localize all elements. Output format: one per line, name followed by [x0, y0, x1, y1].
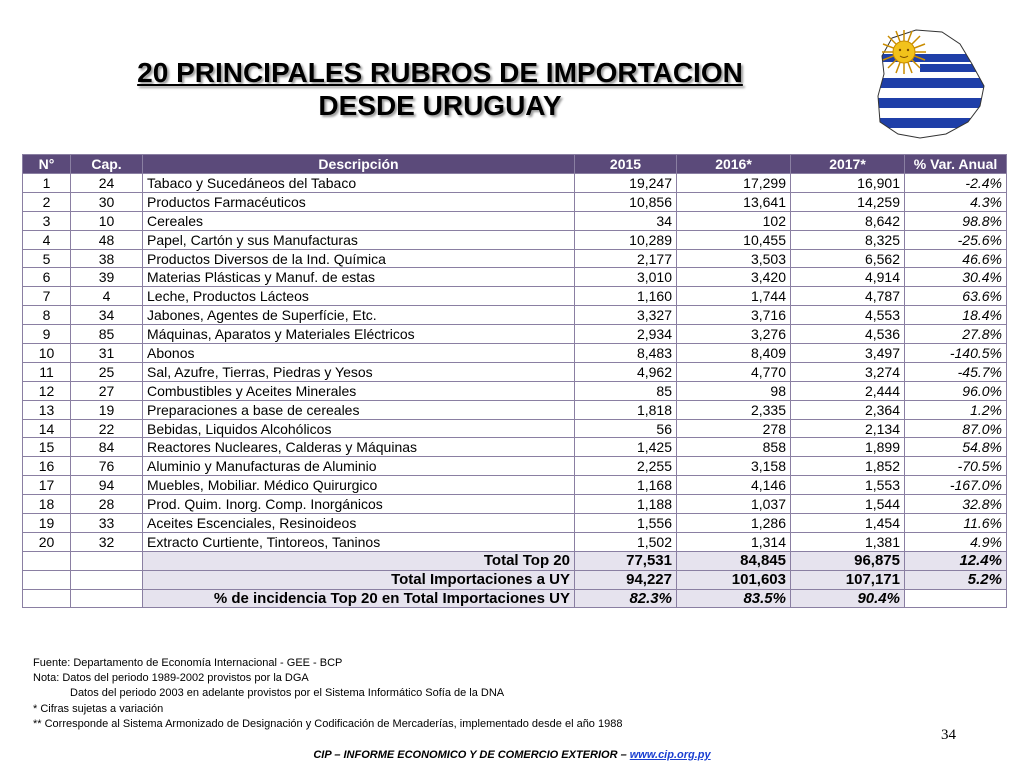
cell-2016: 2,335 [677, 400, 791, 419]
cell-number: 11 [23, 362, 71, 381]
header-annual-variation: % Var. Anual [905, 155, 1007, 174]
table-row [23, 268, 1007, 287]
cell-number: 10 [23, 344, 71, 363]
cell-2017: 1,553 [791, 476, 905, 495]
cell-2015: 1,160 [575, 287, 677, 306]
cell-2016: 4,146 [677, 476, 791, 495]
cell-chapter: 27 [71, 381, 143, 400]
cell-2015: 3,327 [575, 306, 677, 325]
cell-2015: 1,818 [575, 400, 677, 419]
total-top20-row [23, 551, 1007, 570]
table-row [23, 532, 1007, 551]
table-row [23, 192, 1007, 211]
cell-2015: 34 [575, 211, 677, 230]
cell-2015: 1,556 [575, 514, 677, 533]
cell-description: Sal, Azufre, Tierras, Piedras y Yesos [143, 362, 575, 381]
table-row [23, 174, 1007, 193]
page-title: 20 PRINCIPALES RUBROS DE IMPORTACION [137, 57, 743, 88]
cell-description: Leche, Productos Lácteos [143, 287, 575, 306]
cell-2015: 10,289 [575, 230, 677, 249]
blank-cell [23, 589, 71, 608]
cell-variation: 4.3% [905, 192, 1007, 211]
page-number: 34 [941, 727, 956, 743]
cell-2017: 1,544 [791, 495, 905, 514]
cell-2016: 98 [677, 381, 791, 400]
cell-2017: 3,274 [791, 362, 905, 381]
cell-2015: 1,168 [575, 476, 677, 495]
cell-2016: 1,037 [677, 495, 791, 514]
cell-2016: 8,409 [677, 344, 791, 363]
note-variation: * Cifras sujetas a variación [33, 702, 164, 715]
cell-variation: 4.9% [905, 532, 1007, 551]
cell-2016: 3,276 [677, 325, 791, 344]
cell-2015: 3,010 [575, 268, 677, 287]
blank-cell [71, 551, 143, 570]
cell-chapter: 32 [71, 532, 143, 551]
cell-2017: 3,497 [791, 344, 905, 363]
cell-variation: -167.0% [905, 476, 1007, 495]
table-row [23, 381, 1007, 400]
cell-chapter: 94 [71, 476, 143, 495]
incidence-2015: 82.3% [575, 589, 677, 608]
cell-2017: 6,562 [791, 249, 905, 268]
cell-variation: -45.7% [905, 362, 1007, 381]
cell-variation: 46.6% [905, 249, 1007, 268]
cell-2015: 19,247 [575, 174, 677, 193]
cell-variation: 96.0% [905, 381, 1007, 400]
cell-description: Aluminio y Manufacturas de Aluminio [143, 457, 575, 476]
table-header-row [23, 155, 1007, 174]
cell-2015: 1,188 [575, 495, 677, 514]
cell-variation: 63.6% [905, 287, 1007, 306]
cell-variation: 11.6% [905, 514, 1007, 533]
cell-chapter: 4 [71, 287, 143, 306]
cell-2016: 1,744 [677, 287, 791, 306]
cell-chapter: 10 [71, 211, 143, 230]
total-imports-row [23, 570, 1007, 589]
cell-2017: 2,134 [791, 419, 905, 438]
cell-description: Máquinas, Aparatos y Materiales Eléctricos [143, 325, 575, 344]
table-row [23, 457, 1007, 476]
note-data-2003: Datos del periodo 2003 en adelante provistos por el Sistema Informático Sofía de la DNA [70, 687, 505, 700]
cell-variation: 32.8% [905, 495, 1007, 514]
cell-number: 17 [23, 476, 71, 495]
cell-number: 18 [23, 495, 71, 514]
cell-variation: -25.6% [905, 230, 1007, 249]
cell-description: Bebidas, Liquidos Alcohólicos [143, 419, 575, 438]
cell-chapter: 84 [71, 438, 143, 457]
cell-number: 1 [23, 174, 71, 193]
cell-description: Cereales [143, 211, 575, 230]
cell-2017: 8,325 [791, 230, 905, 249]
cell-number: 19 [23, 514, 71, 533]
total-variation: 5.2% [905, 570, 1007, 589]
cell-chapter: 85 [71, 325, 143, 344]
cell-number: 9 [23, 325, 71, 344]
cell-2015: 1,425 [575, 438, 677, 457]
cell-description: Productos Diversos de la Ind. Química [143, 249, 575, 268]
cell-chapter: 22 [71, 419, 143, 438]
cell-variation: 1.2% [905, 400, 1007, 419]
header-chapter: Cap. [71, 155, 143, 174]
note-source: Fuente: Departamento de Economía Internacional - GEE - BCP [33, 657, 343, 669]
cell-number: 13 [23, 400, 71, 419]
footer-link[interactable]: www.cip.org.py [629, 749, 711, 761]
cell-number: 6 [23, 268, 71, 287]
cell-description: Abonos [143, 344, 575, 363]
table-row [23, 362, 1007, 381]
cell-2017: 1,454 [791, 514, 905, 533]
total-variation: 12.4% [905, 551, 1007, 570]
cell-chapter: 19 [71, 400, 143, 419]
cell-variation: -140.5% [905, 344, 1007, 363]
cell-number: 8 [23, 306, 71, 325]
blank-cell [23, 551, 71, 570]
cell-2017: 4,787 [791, 287, 905, 306]
cell-2015: 85 [575, 381, 677, 400]
cell-description: Combustibles y Aceites Minerales [143, 381, 575, 400]
blank-cell [71, 570, 143, 589]
cell-chapter: 25 [71, 362, 143, 381]
cell-2016: 278 [677, 419, 791, 438]
cell-description: Papel, Cartón y sus Manufacturas [143, 230, 575, 249]
table-row [23, 287, 1007, 306]
cell-2016: 13,641 [677, 192, 791, 211]
total-2016: 101,603 [677, 570, 791, 589]
cell-2016: 858 [677, 438, 791, 457]
cell-number: 16 [23, 457, 71, 476]
cell-variation: -2.4% [905, 174, 1007, 193]
incidence-row [23, 589, 1007, 608]
cell-2017: 1,381 [791, 532, 905, 551]
cell-2017: 16,901 [791, 174, 905, 193]
cell-2015: 56 [575, 419, 677, 438]
cell-2016: 3,716 [677, 306, 791, 325]
cell-number: 14 [23, 419, 71, 438]
header-2016: 2016* [677, 155, 791, 174]
cell-chapter: 31 [71, 344, 143, 363]
cell-2015: 2,255 [575, 457, 677, 476]
table-row [23, 419, 1007, 438]
cell-2016: 3,420 [677, 268, 791, 287]
cell-2017: 4,914 [791, 268, 905, 287]
cell-2017: 1,899 [791, 438, 905, 457]
header-2015: 2015 [575, 155, 677, 174]
table-row [23, 344, 1007, 363]
incidence-label: % de incidencia Top 20 en Total Importaciones UY [143, 589, 575, 608]
cell-2017: 4,536 [791, 325, 905, 344]
cell-2015: 2,934 [575, 325, 677, 344]
cell-variation: -70.5% [905, 457, 1007, 476]
cell-description: Materias Plásticas y Manuf. de estas [143, 268, 575, 287]
table-row [23, 325, 1007, 344]
table-row [23, 306, 1007, 325]
cell-description: Productos Farmacéuticos [143, 192, 575, 211]
footer-text: CIP – INFORME ECONOMICO Y DE COMERCIO EXTERIOR – [313, 749, 630, 761]
cell-description: Jabones, Agentes de Superfície, Etc. [143, 306, 575, 325]
cell-number: 4 [23, 230, 71, 249]
table-row [23, 230, 1007, 249]
cell-description: Preparaciones a base de cereales [143, 400, 575, 419]
table-row [23, 495, 1007, 514]
cell-description: Aceites Escenciales, Resinoideos [143, 514, 575, 533]
cell-chapter: 33 [71, 514, 143, 533]
blank-cell [905, 589, 1007, 608]
cell-chapter: 38 [71, 249, 143, 268]
cell-2017: 2,444 [791, 381, 905, 400]
cell-chapter: 24 [71, 174, 143, 193]
table-row [23, 514, 1007, 533]
cell-2016: 17,299 [677, 174, 791, 193]
cell-variation: 87.0% [905, 419, 1007, 438]
incidence-2016: 83.5% [677, 589, 791, 608]
cell-chapter: 34 [71, 306, 143, 325]
note-data-1989: Nota: Datos del periodo 1989-2002 provistos por la DGA [33, 672, 309, 685]
cell-number: 15 [23, 438, 71, 457]
cell-variation: 18.4% [905, 306, 1007, 325]
cell-chapter: 28 [71, 495, 143, 514]
total-2016: 84,845 [677, 551, 791, 570]
cell-2016: 3,158 [677, 457, 791, 476]
cell-2015: 1,502 [575, 532, 677, 551]
cell-2016: 1,286 [677, 514, 791, 533]
cell-description: Muebles, Mobiliar. Médico Quirurgico [143, 476, 575, 495]
note-harmonized-system: ** Corresponde al Sistema Armonizado de Designación y Codificación de Mercaderías, implementado desde el año 1988 [33, 717, 623, 730]
cell-chapter: 48 [71, 230, 143, 249]
cell-2016: 10,455 [677, 230, 791, 249]
cell-2015: 8,483 [575, 344, 677, 363]
incidence-2017: 90.4% [791, 589, 905, 608]
table-row [23, 438, 1007, 457]
cell-chapter: 39 [71, 268, 143, 287]
cell-2015: 10,856 [575, 192, 677, 211]
total-2015: 94,227 [575, 570, 677, 589]
cell-description: Prod. Quim. Inorg. Comp. Inorgánicos [143, 495, 575, 514]
cell-number: 20 [23, 532, 71, 551]
cell-number: 5 [23, 249, 71, 268]
cell-number: 7 [23, 287, 71, 306]
cell-2016: 102 [677, 211, 791, 230]
cell-2015: 2,177 [575, 249, 677, 268]
cell-description: Reactores Nucleares, Calderas y Máquinas [143, 438, 575, 457]
cell-2017: 1,852 [791, 457, 905, 476]
cell-2015: 4,962 [575, 362, 677, 381]
total-label: Total Top 20 [143, 551, 575, 570]
cell-2017: 2,364 [791, 400, 905, 419]
imports-table [22, 154, 1007, 608]
table-row [23, 249, 1007, 268]
blank-cell [71, 589, 143, 608]
cell-variation: 27.8% [905, 325, 1007, 344]
cell-2016: 1,314 [677, 532, 791, 551]
total-2017: 107,171 [791, 570, 905, 589]
total-2017: 96,875 [791, 551, 905, 570]
blank-cell [23, 570, 71, 589]
cell-chapter: 76 [71, 457, 143, 476]
cell-2016: 3,503 [677, 249, 791, 268]
cell-2016: 4,770 [677, 362, 791, 381]
cell-description: Extracto Curtiente, Tintoreos, Taninos [143, 532, 575, 551]
cell-2017: 8,642 [791, 211, 905, 230]
cell-variation: 98.8% [905, 211, 1007, 230]
cell-variation: 30.4% [905, 268, 1007, 287]
header-description: Descripción [143, 155, 575, 174]
uruguay-map-flag-icon [872, 22, 986, 142]
cell-number: 3 [23, 211, 71, 230]
header-number: N° [23, 155, 71, 174]
cell-number: 2 [23, 192, 71, 211]
table-row [23, 211, 1007, 230]
total-label: Total Importaciones a UY [143, 570, 575, 589]
cell-2017: 4,553 [791, 306, 905, 325]
header-2017: 2017* [791, 155, 905, 174]
cell-number: 12 [23, 381, 71, 400]
page-subtitle: DESDE URUGUAY [318, 90, 562, 121]
total-2015: 77,531 [575, 551, 677, 570]
table-row [23, 400, 1007, 419]
cell-description: Tabaco y Sucedáneos del Tabaco [143, 174, 575, 193]
cell-chapter: 30 [71, 192, 143, 211]
footer [0, 749, 1024, 761]
cell-variation: 54.8% [905, 438, 1007, 457]
notes [33, 656, 622, 732]
cell-2017: 14,259 [791, 192, 905, 211]
table-row [23, 476, 1007, 495]
